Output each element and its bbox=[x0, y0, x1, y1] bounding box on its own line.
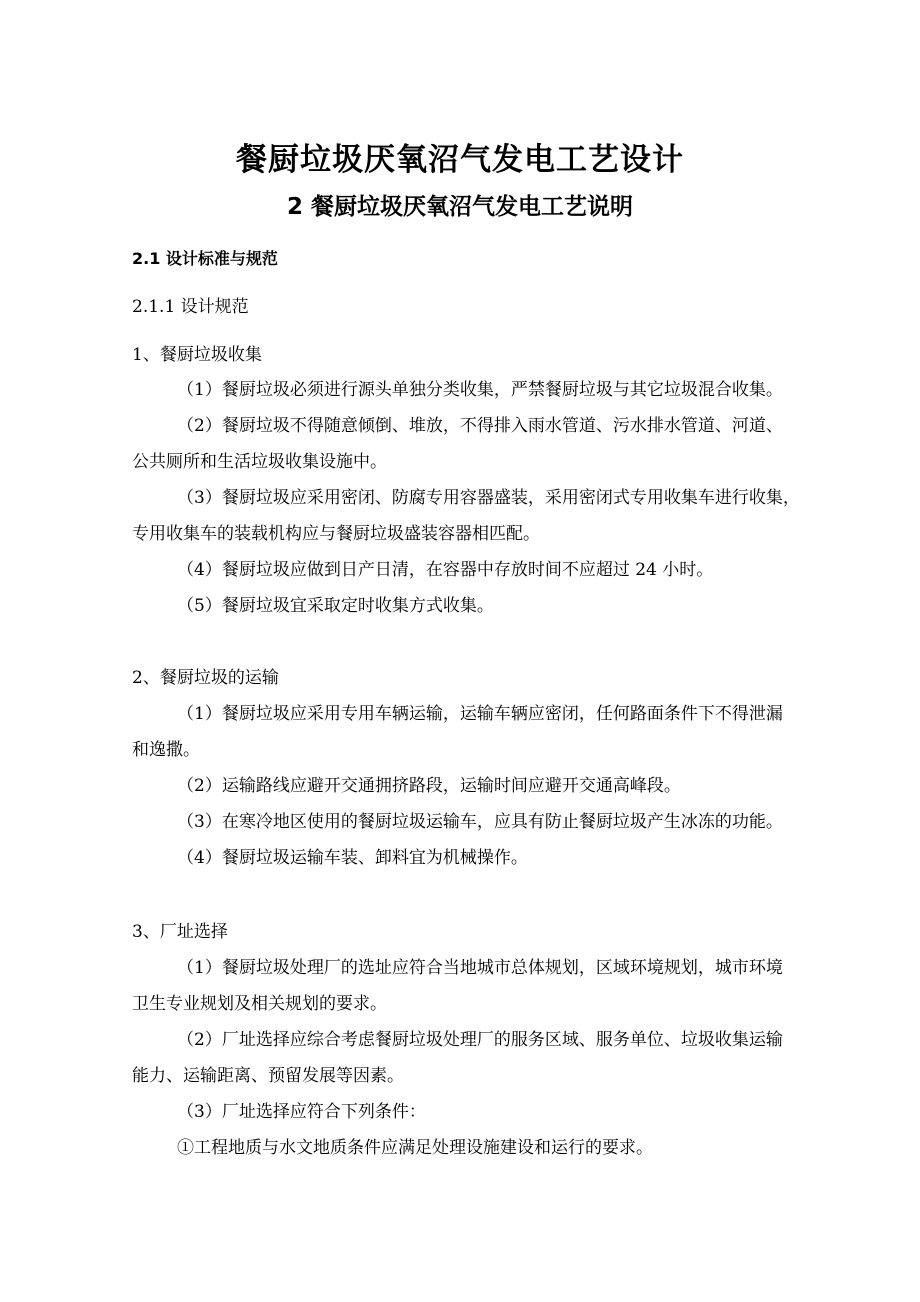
section-heading: 2.1 设计标准与规范 bbox=[132, 249, 278, 268]
paragraph-line: ①工程地质与水文地质条件应满足处理设施建设和运行的要求。 bbox=[177, 1138, 653, 1158]
paragraph-line: 公共厕所和生活垃圾收集设施中。 bbox=[132, 452, 387, 472]
paragraph-line: （3）厂址选择应符合下列条件： bbox=[177, 1102, 426, 1122]
item-heading: 1、餐厨垃圾收集 bbox=[132, 345, 262, 365]
paragraph-line: 和逸撒。 bbox=[132, 740, 200, 760]
paragraph-line: （5）餐厨垃圾宜采取定时收集方式收集。 bbox=[177, 596, 494, 616]
paragraph-line: 卫生专业规划及相关规划的要求。 bbox=[132, 994, 387, 1014]
paragraph-line: （1）餐厨垃圾应采用专用车辆运输，运输车辆应密闭，任何路面条件下不得泄漏 bbox=[177, 704, 783, 724]
paragraph-line: （3）在寒冷地区使用的餐厨垃圾运输车，应具有防止餐厨垃圾产生冰冻的功能。 bbox=[177, 812, 783, 832]
subsection-heading: 2.1.1 设计规范 bbox=[132, 297, 249, 317]
paragraph-line: （2）厂址选择应综合考虑餐厨垃圾处理厂的服务区域、服务单位、垃圾收集运输 bbox=[177, 1030, 783, 1050]
paragraph-line: （4）餐厨垃圾运输车装、卸料宜为机械操作。 bbox=[177, 848, 528, 868]
paragraph-line: （2）运输路线应避开交通拥挤路段，运输时间应避开交通高峰段。 bbox=[177, 776, 681, 796]
paragraph-line: （4）餐厨垃圾应做到日产日清，在容器中存放时间不应超过 24 小时。 bbox=[177, 560, 714, 580]
paragraph-line: 专用收集车的装载机构应与餐厨垃圾盛装容器相匹配。 bbox=[132, 524, 540, 544]
paragraph-line: （2）餐厨垃圾不得随意倾倒、堆放，不得排入雨水管道、污水排水管道、河道、 bbox=[177, 416, 783, 436]
chapter-title: 2 餐厨垃圾厌氧沼气发电工艺说明 bbox=[286, 194, 633, 220]
paragraph-line: （1）餐厨垃圾处理厂的选址应符合当地城市总体规划，区域环境规划，城市环境 bbox=[177, 958, 783, 978]
item-heading: 2、餐厨垃圾的运输 bbox=[132, 668, 279, 688]
paragraph-line: （3）餐厨垃圾应采用密闭、防腐专用容器盛装，采用密闭式专用收集车进行收集， bbox=[177, 488, 800, 508]
paragraph-line: （1）餐厨垃圾必须进行源头单独分类收集，严禁餐厨垃圾与其它垃圾混合收集。 bbox=[177, 380, 783, 400]
paragraph-line: 能力、运输距离、预留发展等因素。 bbox=[132, 1066, 404, 1086]
document-title: 餐厨垃圾厌氧沼气发电工艺设计 bbox=[236, 142, 684, 178]
item-heading: 3、厂址选择 bbox=[132, 922, 228, 942]
